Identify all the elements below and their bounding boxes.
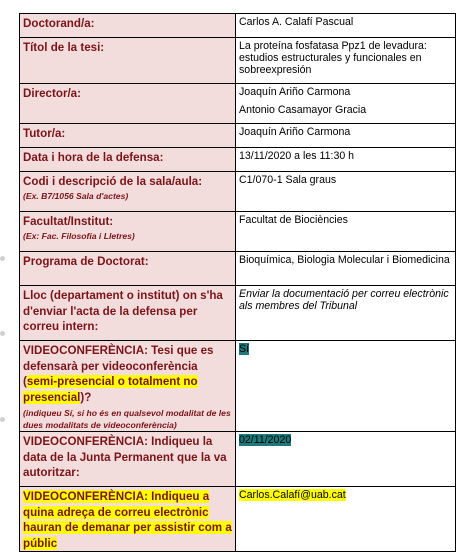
- value-director: Joaquín Ariño Carmona Antonio Casamayor Gracia: [236, 84, 456, 124]
- highlighted-answer: Carlos.Calafí@uab.cat: [239, 489, 346, 501]
- highlighted-answer: Sí: [239, 343, 250, 355]
- label-videoconference-date: VIDEOCONFERÈNCIA: Indiqueu la data de la Junta Permanent que la va autoritzar:: [20, 432, 236, 487]
- value-doctorand: Carlos A. Calafí Pascual: [236, 14, 456, 38]
- label-defense-date: Data i hora de la defensa:: [20, 148, 236, 172]
- label-director: Director/a:: [20, 84, 236, 124]
- value-room: C1/070-1 Sala graus: [236, 172, 456, 212]
- table-row: [20, 212, 456, 252]
- label-videoconference-thesis: VIDEOCONFERÈNCIA: Tesi que es defensarà per videoconferència (semi-presencial o totalment no presencial)? (indiqueu Sí, si ho és en qualsevol modalitat de les dues modalitats de videoconferència): [20, 341, 236, 432]
- highlighted-answer: 02/11/2020: [239, 434, 292, 446]
- value-defense-date: 13/11/2020 a les 11:30 h: [236, 148, 456, 172]
- table-row: [20, 38, 456, 84]
- value-tutor: Joaquín Ariño Carmona: [236, 124, 456, 148]
- thesis-defense-form-table: [19, 13, 456, 552]
- value-videoconference-email: [236, 487, 456, 552]
- label-doctorand: Doctorand/a:: [20, 14, 236, 38]
- label-faculty: Facultat/Institut: (Ex: Fac. Filosofia i Lletres): [20, 212, 236, 252]
- label-tutor: Tutor/a:: [20, 124, 236, 148]
- value-thesis-title: La proteína fosfatasa Ppz1 de levadura: estudios estructurales y funcionales en sobreexpresión: [236, 38, 456, 84]
- label-thesis-title: Títol de la tesi:: [20, 38, 236, 84]
- table-row: [20, 14, 456, 38]
- scan-dot-mark: [0, 417, 5, 422]
- value-internal-mail-location: Enviar la documentació per correu electrònic als membres del Tribunal: [236, 286, 456, 341]
- table-row: [20, 172, 456, 212]
- label-videoconference-email: [20, 487, 236, 552]
- value-videoconference-thesis: [236, 341, 456, 432]
- table-row: [20, 487, 456, 552]
- table-row: [20, 252, 456, 286]
- value-doctoral-program: Bioquímica, Biologia Molecular i Biomedicina: [236, 252, 456, 286]
- highlighted-text: VIDEOCONFERÈNCIA: Indiqueu a quina adreça de correu electrònic hauran de demanar per assistir com a públic: [23, 490, 232, 550]
- table-row: [20, 148, 456, 172]
- label-room: Codi i descripció de la sala/aula: (Ex. B7/1056 Sala d'actes): [20, 172, 236, 212]
- value-videoconference-date: [236, 432, 456, 487]
- table-row: [20, 124, 456, 148]
- table-row: [20, 286, 456, 341]
- label-doctoral-program: Programa de Doctorat:: [20, 252, 236, 286]
- table-row: [20, 432, 456, 487]
- label-internal-mail-location: Lloc (departament o institut) on s'ha d'enviar l'acta de la defensa per correu intern:: [20, 286, 236, 341]
- scan-dot-mark: [0, 331, 5, 336]
- table-row: [20, 84, 456, 124]
- value-faculty: Facultat de Biociències: [236, 212, 456, 252]
- scan-dot-mark: [0, 256, 5, 261]
- highlighted-text: semi-presencial o totalment no presencial: [23, 375, 198, 404]
- table-row: [20, 341, 456, 432]
